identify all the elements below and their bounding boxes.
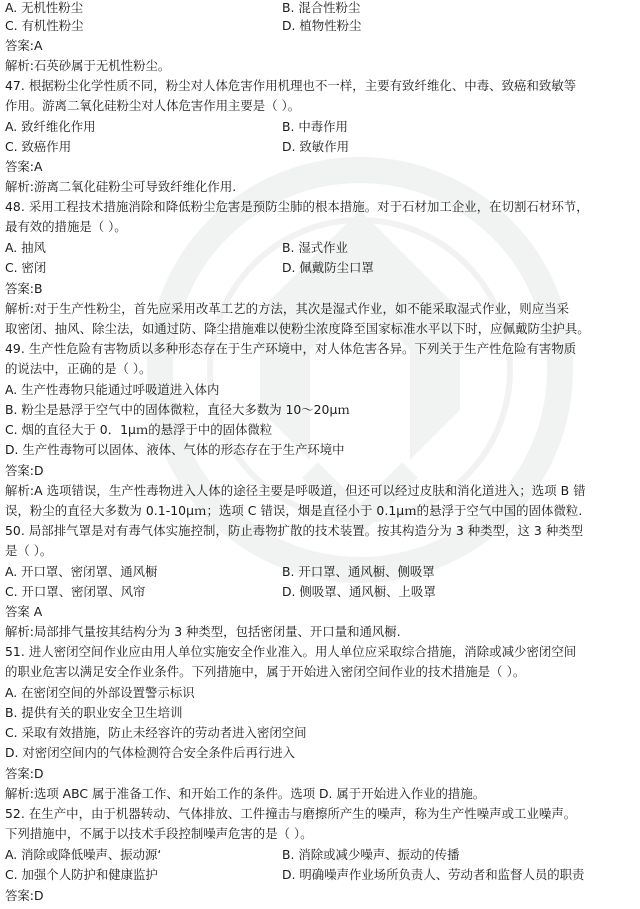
q46-option-c: C. 有机性粉尘 bbox=[5, 18, 84, 33]
q47-option-a: A. 致纤维化作用 bbox=[5, 119, 96, 134]
q52-stem-line-1: 52. 在生产中，由于机器转动、气体排放、工件撞击与磨擦所产生的噪声，称为生产性噪声或工业噪声。 bbox=[5, 806, 577, 821]
q47-option-d: D. 致敏作用 bbox=[282, 139, 349, 154]
q46-option-a: A. 无机性粉尘 bbox=[5, 0, 84, 15]
q49-stem-line-2: 的说法中，正确的是（ ）。 bbox=[5, 361, 152, 376]
q50-stem-line-1: 50. 局部排气罩是对有毒气体实施控制，防止毒物扩散的技术装置。按其构造分为 3 种类型，这 3 种类型 bbox=[5, 523, 584, 538]
q50-answer: 答案 A bbox=[5, 604, 43, 619]
q50-option-d: D. 侧吸罩、通风橱、上吸罩 bbox=[282, 584, 436, 599]
q49-answer: 答案:D bbox=[5, 463, 44, 478]
q47-option-c: C. 致癌作用 bbox=[5, 139, 72, 154]
q50-option-a: A. 开口罩、密闭罩、通风橱 bbox=[5, 564, 158, 579]
q49-option-a: A. 生产性毒物只能通过呼吸道进入体内 bbox=[5, 382, 220, 397]
q49-option-b: B. 粉尘是悬浮于空气中的固体微粒，直径大多数为 10～20μｍ bbox=[5, 402, 350, 417]
q52-stem-line-2: 下列措施中，不属于以技术手段控制噪声危害的是（ ）。 bbox=[5, 826, 313, 841]
q46-answer: 答案:A bbox=[5, 38, 43, 53]
q48-option-d: D. 佩戴防尘口罩 bbox=[282, 260, 374, 275]
q50-stem-line-2: 是（ ）。 bbox=[5, 543, 53, 558]
q46-option-b: B. 混合性粉尘 bbox=[282, 0, 361, 15]
q49-explanation-line-1: 解析:A 选项错误，生产性毒物进入人体的途径主要是呼吸道，但还可以经过皮肤和消化道进入；选项 B 错 bbox=[5, 483, 586, 498]
q46-explanation: 解析:石英砂属于无机性粉尘。 bbox=[5, 58, 171, 73]
q47-option-b: B. 中毒作用 bbox=[282, 119, 348, 134]
q50-option-c: C. 开口罩、密闭罩、风帘 bbox=[5, 584, 146, 599]
q51-option-a: A. 在密闭空间的外部设置警示标识 bbox=[5, 685, 195, 700]
q51-option-d: D. 对密闭空间内的气体检测符合安全条件后再行进入 bbox=[5, 745, 296, 760]
q49-option-c: C. 烟的直径大于 0．1μｍ的悬浮于中的固体微粒 bbox=[5, 422, 273, 437]
q47-answer: 答案:A bbox=[5, 159, 43, 174]
q47-stem-line-2: 作用。游离二氧化硅粉尘对人体危害作用主要是（ ）。 bbox=[5, 98, 301, 113]
q52-option-d: D. 明确噪声作业场所负责人、劳动者和监督人员的职责 bbox=[282, 867, 585, 882]
q51-stem-line-2: 的职业危害以满足安全作业条件。下列措施中，属于开始进入密闭空间作业的技术措施是（ ）。 bbox=[5, 664, 526, 679]
q48-explanation-line-2: 取密闭、抽风、除尘法，如通过防、降尘措施难以使粉尘浓度降至国家标准水平以下时，应佩戴防尘护具。 bbox=[5, 321, 590, 336]
q51-answer: 答案:D bbox=[5, 766, 44, 781]
q49-stem-line-1: 49. 生产性危险有害物质以多种形态存在于生产环境中，对人体危害各异。下列关于生产性危险有害物质 bbox=[5, 341, 577, 356]
q52-option-b: B. 消除或减少噪声、振动的传播 bbox=[282, 847, 460, 862]
q47-stem-line-1: 47. 根据粉尘化学性质不同，粉尘对人体危害作用机理也不一样，主要有致纤维化、中毒、致癌和致敏等 bbox=[5, 78, 577, 93]
q48-stem-line-1: 48. 采用工程技术措施消除和降低粉尘危害是预防尘肺的根本措施。对于石材加工企业，在切割石材环节， bbox=[5, 199, 589, 214]
q47-explanation: 解析:游离二氧化硅粉尘可导致纤维化作用. bbox=[5, 179, 237, 194]
q51-stem-line-1: 51. 进人密闭空间作业应由用人单位实施安全作业准入。用人单位应采取综合措施，消除或减少密闭空间 bbox=[5, 644, 577, 659]
q48-option-b: B. 湿式作业 bbox=[282, 240, 348, 255]
q50-option-b: B. 开口罩、通风橱、侧吸罩 bbox=[282, 564, 435, 579]
q49-option-d: D. 生产性毒物可以固体、液体、气体的形态存在于生产环境中 bbox=[5, 442, 345, 457]
q52-answer: 答案:D bbox=[5, 888, 44, 903]
q52-option-a: A. 消除或降低噪声、振动源‘ bbox=[5, 847, 162, 862]
q48-explanation-line-1: 解析:对于生产性粉尘，首先应采用改革工艺的方法，其次是湿式作业，如不能采取湿式作业，则应当采 bbox=[5, 301, 570, 316]
q48-stem-line-2: 最有效的措施是（ ）。 bbox=[5, 219, 127, 234]
q48-option-c: C. 密闭 bbox=[5, 260, 47, 275]
q46-option-d: D. 植物性粉尘 bbox=[282, 18, 362, 33]
q50-explanation: 解析:局部排气量按其结构分为 3 种类型，包括密闭量、开口量和通风橱. bbox=[5, 624, 401, 639]
q48-answer: 答案:B bbox=[5, 281, 43, 296]
q48-option-a: A. 抽风 bbox=[5, 240, 46, 255]
q51-explanation: 解析:选项 ABC 属于准备工作、和开始工作的条件。选项 D. 属于开始进入作业的措施。 bbox=[5, 786, 486, 801]
q52-option-c: C. 加强个人防护和健康监护 bbox=[5, 867, 158, 882]
q51-option-b: B. 提供有关的职业安全卫生培训 bbox=[5, 705, 183, 720]
q49-explanation-line-2: 误，粉尘的直径大多数为 0.1-10μｍ；选项 C 错误，烟是直径小于 0.1μｍ的悬浮于空气中国的固体微粒. bbox=[5, 503, 583, 518]
q51-option-c: C. 采取有效措施，防止未经容许的劳动者进入密闭空间 bbox=[5, 725, 307, 740]
